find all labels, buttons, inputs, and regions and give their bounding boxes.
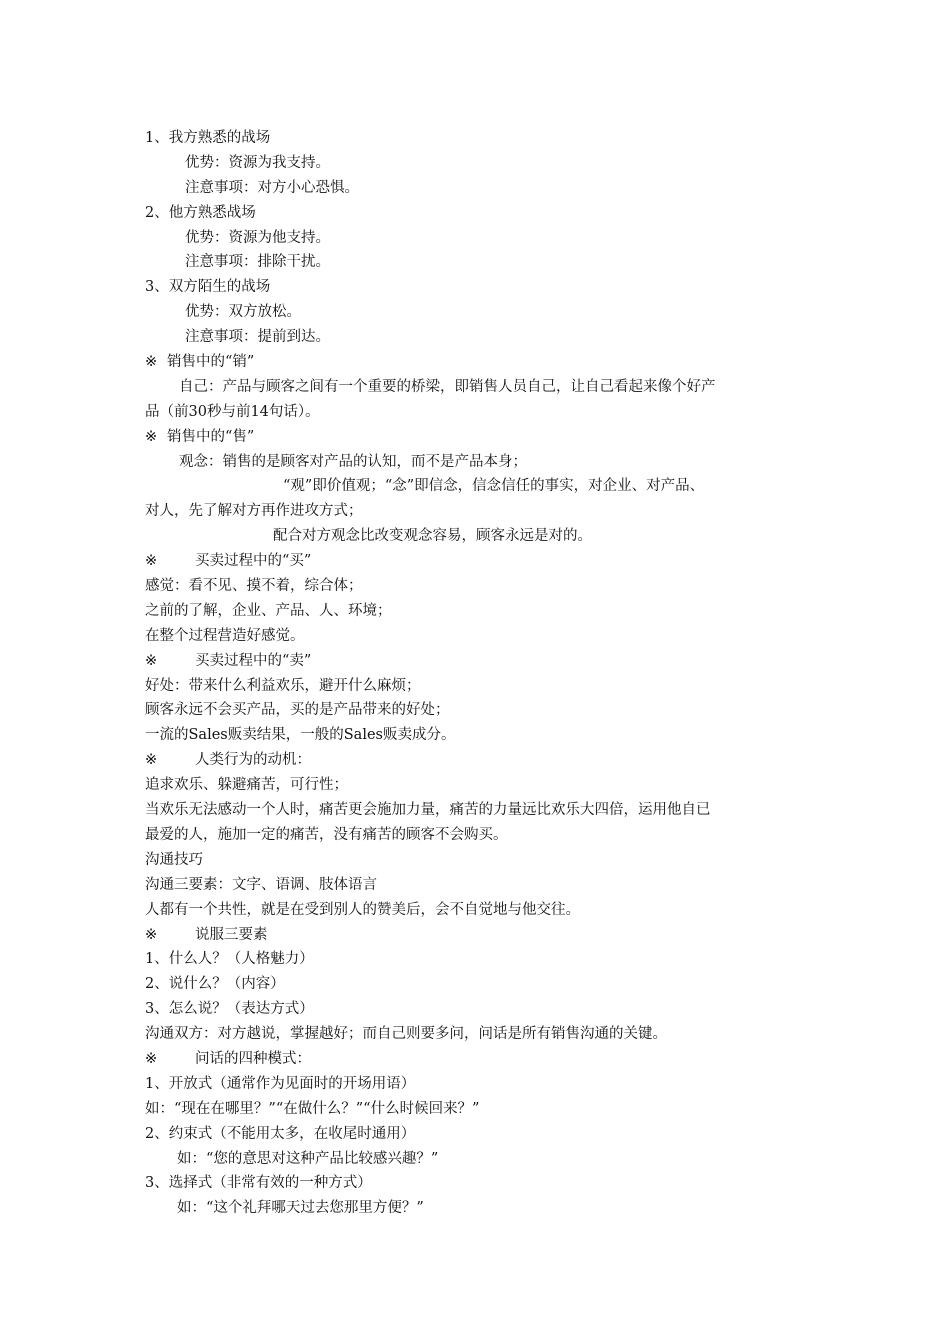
text-line: 在整个过程营造好感觉。: [145, 627, 305, 644]
text-line: 如：“您的意思对这种产品比较感兴趣？”: [177, 1150, 439, 1167]
text-line: 人都有一个共性，就是在受到别人的赞美后，会不自觉地与他交往。: [145, 901, 580, 918]
text-line: 2、说什么？（内容）: [145, 976, 285, 993]
section-heading: [145, 350, 805, 375]
text-line: 沟通双方：对方越说，掌握越好；而自己则要多问，问话是所有销售沟通的关键。: [145, 1026, 667, 1043]
document-body: [145, 126, 805, 1221]
reference-mark: ※: [145, 354, 158, 371]
text-line: 当欢乐无法感动一个人时，痛苦更会施加力量，痛苦的力量远比欢乐大四倍，运用他自已: [145, 802, 711, 819]
section-heading: [145, 1047, 805, 1072]
reference-mark: ※: [145, 752, 158, 769]
text-line: 2、约束式（不能用太多，在收尾时通用）: [145, 1125, 416, 1142]
section-heading: [145, 748, 805, 773]
text-line: 顾客永远不会买产品，买的是产品带来的好处；: [145, 702, 450, 719]
text-line: “观”即价值观；“念”即信念，信念信任的事实，对企业、对产品、: [283, 478, 705, 495]
heading-text: 说服三要素: [195, 926, 268, 943]
text-line: 观念：销售的是顾客对产品的认知，而不是产品本身；: [179, 453, 527, 470]
text-line: 3、双方陌生的战场: [145, 279, 271, 296]
text-line: 优势：资源为他支持。: [185, 229, 330, 246]
text-line: 沟通三要素：文字、语调、肢体语言: [145, 876, 377, 893]
text-line: 1、什么人？（人格魅力）: [145, 951, 314, 968]
section-heading: [145, 923, 805, 948]
text-line: 优势：双方放松。: [185, 304, 301, 321]
reference-mark: ※: [145, 926, 158, 943]
text-line: 最爱的人，施加一定的痛苦，没有痛苦的顾客不会购买。: [145, 826, 508, 843]
reference-mark: ※: [145, 553, 158, 570]
reference-mark: ※: [145, 428, 158, 445]
text-line: 沟通技巧: [145, 851, 203, 868]
text-line: 1、开放式（通常作为见面时的开场用语）: [145, 1075, 416, 1092]
heading-text: 销售中的“售”: [167, 428, 255, 445]
heading-text: 人类行为的动机：: [195, 752, 311, 769]
text-line: 3、选择式（非常有效的一种方式）: [145, 1175, 372, 1192]
text-line: 一流的Sales贩卖结果，一般的Sales贩卖成分。: [145, 727, 456, 744]
text-line: 自己：产品与顾客之间有一个重要的桥梁，即销售人员自己，让自己看起来像个好产: [179, 378, 716, 395]
section-heading: [145, 649, 805, 674]
reference-mark: ※: [145, 1050, 158, 1067]
text-line: 配合对方观念比改变观念容易，顾客永远是对的。: [273, 528, 592, 545]
text-line: 3、怎么说？（表达方式）: [145, 1001, 314, 1018]
text-line: 优势：资源为我支持。: [185, 154, 330, 171]
text-line: 如：“现在在哪里？”“在做什么？”“什么时候回来？”: [145, 1100, 480, 1117]
reference-mark: ※: [145, 652, 158, 669]
text-line: 之前的了解，企业、产品、人、环境；: [145, 602, 392, 619]
text-line: 注意事项：排除干扰。: [185, 254, 330, 271]
text-line: 品（前30秒与前14句话）。: [145, 403, 320, 420]
heading-text: 买卖过程中的“卖”: [195, 652, 312, 669]
heading-text: 买卖过程中的“买”: [195, 553, 312, 570]
text-line: 2、他方熟悉战场: [145, 204, 256, 221]
text-line: 好处：带来什么利益欢乐，避开什么麻烦；: [145, 677, 421, 694]
text-line: 1、我方熟悉的战场: [145, 130, 271, 146]
section-heading: [145, 425, 805, 450]
text-line: 注意事项：提前到达。: [185, 329, 330, 346]
heading-text: 销售中的“销”: [167, 354, 255, 371]
text-line: 追求欢乐、躲避痛苦，可行性；: [145, 777, 348, 794]
heading-text: 问话的四种模式：: [195, 1050, 311, 1067]
text-line: 注意事项：对方小心恐惧。: [185, 179, 359, 196]
text-line: 感觉：看不见、摸不着，综合体；: [145, 578, 363, 595]
text-line: 如：“这个礼拜哪天过去您那里方便？”: [177, 1200, 424, 1217]
section-heading: [145, 549, 805, 574]
text-line: 对人，先了解对方再作进攻方式；: [145, 503, 363, 520]
